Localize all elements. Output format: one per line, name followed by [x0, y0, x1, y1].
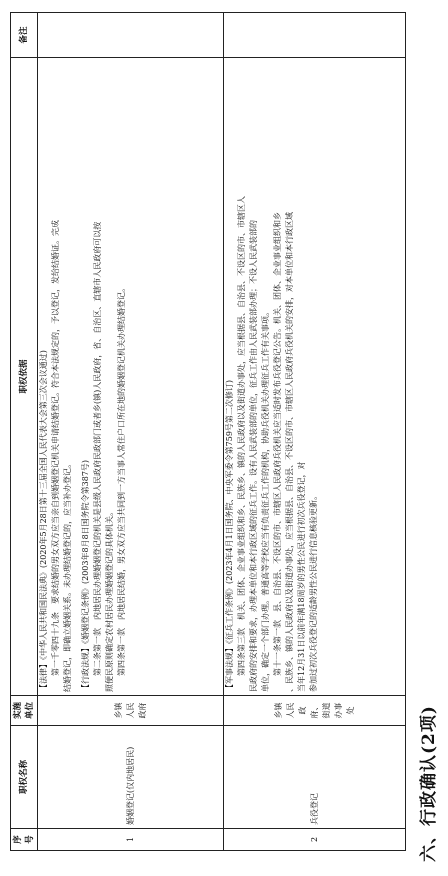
basis-line: 【法律】《中华人民共和国民法典》(2020年5月28日第十三届全国人民代表大会第三次会议通过): [39, 350, 48, 692]
duty-basis: [38, 58, 224, 696]
basis-line: 第四条第一款 内地居民结婚，男女双方应当共同到一方当事人常住户口所在地的婚姻登记机关办理结婚登记。: [117, 284, 126, 676]
table-row: [38, 13, 224, 851]
basis-line: 第四条第三款 机关、团体、企业事业组织和乡、民族乡、镇的人民政府以及街道办事处，应当根据县、自治县、不设区的市、市辖区人: [237, 196, 246, 676]
note-cell: [38, 13, 224, 58]
header-no: 序号: [11, 829, 38, 851]
basis-line: 、民族乡、镇的人民政府以及街道办事处，应当根据县、自治县、不设区的市、市辖区人民政府兵役机关的安排，对本单位和本行政区域: [285, 212, 294, 692]
basis-line: 结婚登记，即确立婚姻关系。未办理结婚登记的，应当补办登记。: [63, 460, 72, 692]
implementing-unit: 乡镇人民政府: [38, 696, 224, 726]
basis-line: 民政府的安排和要求，办理本单位和本行政区域的征兵工作。设有人民武装部的单位，征兵工作由人民武装部办理；不设人民武装部的: [249, 220, 258, 692]
basis-line: 第一千零四十九条 要求结婚的男女双方应当亲自到婚姻登记机关申请结婚登记。符合本法规定的，予以登记，发给结婚证。完成: [51, 220, 60, 676]
duty-name: 婚姻登记(仅内地居民): [38, 726, 224, 829]
duty-basis: [224, 58, 406, 696]
header-unit: 实施单位: [11, 696, 38, 726]
implementing-unit: 乡镇人民政府、街道办事处: [224, 696, 406, 726]
note-cell: [224, 13, 406, 58]
header-note: 备注: [11, 13, 38, 58]
basis-line: 照便民原则确定农村居民办理婚姻登记的具体机关。: [105, 508, 114, 692]
row-number: 2: [224, 829, 406, 851]
basis-line: 第十一条第一款 县、自治县、不设区的市、市辖区人民政府兵役机关应当适时发布兵役登记公告。机关、团体、企业事业组织和乡: [273, 212, 282, 676]
section-title: 六、行政确认(2项): [419, 705, 439, 862]
basis-line: 【行政法规】《婚姻登记条例》(2003年8月8日国务院令第387号): [81, 459, 90, 692]
duty-table: [10, 12, 406, 851]
basis-line: 当年12月31日以前年满18周岁的男性公民进行初次兵役登记，对: [297, 461, 306, 692]
duty-name: 兵役登记: [224, 726, 406, 829]
basis-line: 参加过初次兵役登记的适龄男性公民进行信息核验更新。: [309, 492, 318, 692]
basis-line: 单位，确定一个部门办理。普通高等学校应当有负责征兵工作的机构，协助兵役机关办理征兵工作有关事项。: [261, 308, 270, 692]
basis-line: 第二条第一款 内地居民办理婚姻登记的机关是县级人民政府民政部门或者乡(镇)人民政府，省、自治区、直辖市人民政府可以按: [93, 221, 102, 676]
row-number: 1: [38, 829, 224, 851]
table-header-row: [11, 13, 38, 851]
header-basis: 职权依据: [11, 58, 38, 696]
basis-line: 【军事法规】《征兵工作条例》(2023年4月1日国务院、中央军委令第759号第二次修订): [225, 379, 234, 692]
header-name: 职权名称: [11, 726, 38, 829]
table-row: [224, 13, 406, 851]
